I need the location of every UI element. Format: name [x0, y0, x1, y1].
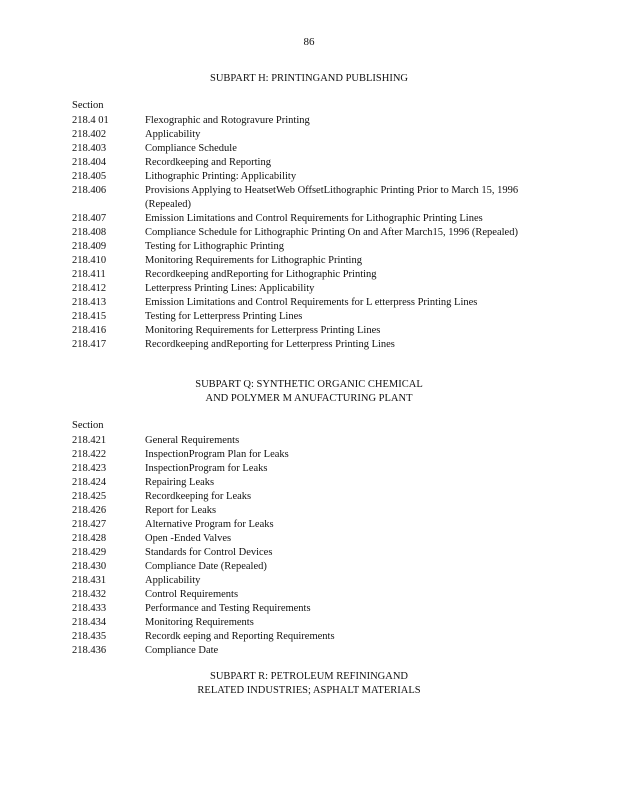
section-title: Open -Ended Valves [145, 533, 232, 544]
subpart-q-heading-line2: AND POLYMER M ANUFACTURING PLANT [205, 393, 413, 404]
section-number: 218.417 [72, 339, 107, 350]
section-number: 218.425 [72, 491, 107, 502]
section-title: Provisions Applying to HeatsetWeb OffsetLithographic Printing Prior to March 15, 1996 (Repealed) [145, 185, 519, 210]
section-row [72, 114, 552, 128]
section-row [72, 588, 552, 602]
section-number: 218.424 [72, 477, 107, 488]
section-title: Recordk eeping and Reporting Requirements [145, 631, 335, 642]
section-title: Recordkeeping for Leaks [145, 491, 252, 502]
section-number: 218.429 [72, 547, 107, 558]
section-row [72, 296, 552, 310]
page-number: 86 [303, 36, 315, 48]
section-row [72, 184, 552, 212]
section-title: Compliance Schedule for Lithographic Printing On and After March15, 1996 (Repealed) [145, 227, 518, 238]
section-row [72, 616, 552, 630]
subpart-q-section-label: Section [72, 420, 104, 431]
section-title: Compliance Date (Repealed) [145, 561, 267, 572]
section-title: Alternative Program for Leaks [145, 519, 274, 530]
section-title: General Requirements [145, 435, 240, 446]
section-title: Recordkeeping andReporting for Letterpress Printing Lines [145, 339, 395, 350]
section-number: 218.433 [72, 603, 107, 614]
section-row [72, 338, 552, 352]
section-title: Compliance Date [145, 645, 219, 656]
section-number: 218.431 [72, 575, 107, 586]
subpart-h-section-label: Section [72, 100, 104, 111]
section-row [72, 142, 552, 156]
section-number: 218.406 [72, 185, 107, 196]
subpart-r-heading-line1: SUBPART R: PETROLEUM REFININGAND [209, 671, 409, 682]
section-row [72, 462, 552, 476]
section-title: Monitoring Requirements for Letterpress Printing Lines [145, 325, 381, 336]
section-number: 218.407 [72, 213, 107, 224]
section-title: Emission Limitations and Control Requirements for Lithographic Printing Lines [145, 213, 483, 224]
section-number: 218.412 [72, 283, 107, 294]
subpart-q-heading-line1: SUBPART Q: SYNTHETIC ORGANIC CHEMICAL [195, 379, 423, 390]
section-row [72, 324, 552, 338]
section-title: Repairing Leaks [145, 477, 215, 488]
section-number: 218.428 [72, 533, 107, 544]
section-row [72, 434, 552, 448]
section-title: Report for Leaks [145, 505, 217, 516]
section-number: 218.432 [72, 589, 107, 600]
subpart-h-heading: SUBPART H: PRINTINGAND PUBLISHING [209, 73, 409, 84]
section-row [72, 476, 552, 490]
section-number: 218.436 [72, 645, 107, 656]
section-row [72, 574, 552, 588]
section-number: 218.404 [72, 157, 107, 168]
section-number: 218.411 [72, 269, 106, 280]
section-title: InspectionProgram for Leaks [145, 463, 268, 474]
section-number: 218.430 [72, 561, 107, 572]
section-row [72, 128, 552, 142]
section-number: 218.434 [72, 617, 107, 628]
section-number: 218.423 [72, 463, 107, 474]
section-row [72, 170, 552, 184]
section-number: 218.426 [72, 505, 107, 516]
section-title: Testing for Letterpress Printing Lines [145, 311, 303, 322]
section-title: Compliance Schedule [145, 143, 237, 154]
section-number: 218.415 [72, 311, 107, 322]
section-row [72, 602, 552, 616]
section-title: Performance and Testing Requirements [145, 603, 311, 614]
section-number: 218.422 [72, 449, 107, 460]
section-title: InspectionProgram Plan for Leaks [145, 449, 289, 460]
section-number: 218.435 [72, 631, 107, 642]
section-number: 218.421 [72, 435, 107, 446]
section-row [72, 630, 552, 644]
section-number: 218.4 01 [72, 115, 109, 126]
section-title: Emission Limitations and Control Requirements for L etterpress Printing Lines [145, 297, 478, 308]
section-title: Letterpress Printing Lines: Applicability [145, 283, 315, 294]
section-title: Recordkeeping andReporting for Lithographic Printing [145, 269, 377, 280]
section-row [72, 282, 552, 296]
section-number: 218.409 [72, 241, 107, 252]
section-title: Recordkeeping and Reporting [145, 157, 271, 168]
section-row [72, 546, 552, 560]
section-row [72, 448, 552, 462]
section-number: 218.413 [72, 297, 107, 308]
section-row [72, 518, 552, 532]
section-title: Control Requirements [145, 589, 239, 600]
subpart-h-section-list [72, 114, 552, 352]
section-number: 218.403 [72, 143, 107, 154]
section-row [72, 310, 552, 324]
section-title: Monitoring Requirements for Lithographic Printing [145, 255, 362, 266]
section-row [72, 268, 552, 282]
section-number: 218.405 [72, 171, 107, 182]
section-number: 218.408 [72, 227, 107, 238]
section-row [72, 254, 552, 268]
section-title: Standards for Control Devices [145, 547, 273, 558]
section-row [72, 504, 552, 518]
section-row [72, 226, 552, 240]
section-row [72, 644, 552, 658]
section-row [72, 560, 552, 574]
section-number: 218.410 [72, 255, 107, 266]
section-title: Lithographic Printing: Applicability [145, 171, 297, 182]
section-row [72, 212, 552, 226]
subpart-q-section-list [72, 434, 552, 658]
section-row [72, 532, 552, 546]
section-number: 218.402 [72, 129, 107, 140]
section-title: Flexographic and Rotogravure Printing [145, 115, 310, 126]
section-title: Applicability [145, 575, 201, 586]
section-title: Testing for Lithographic Printing [145, 241, 284, 252]
section-row [72, 490, 552, 504]
section-row [72, 240, 552, 254]
section-number: 218.416 [72, 325, 107, 336]
section-row [72, 156, 552, 170]
section-title: Applicability [145, 129, 201, 140]
subpart-r-heading-line2: RELATED INDUSTRIES; ASPHALT MATERIALS [197, 685, 421, 696]
section-title: Monitoring Requirements [145, 617, 254, 628]
section-number: 218.427 [72, 519, 107, 530]
